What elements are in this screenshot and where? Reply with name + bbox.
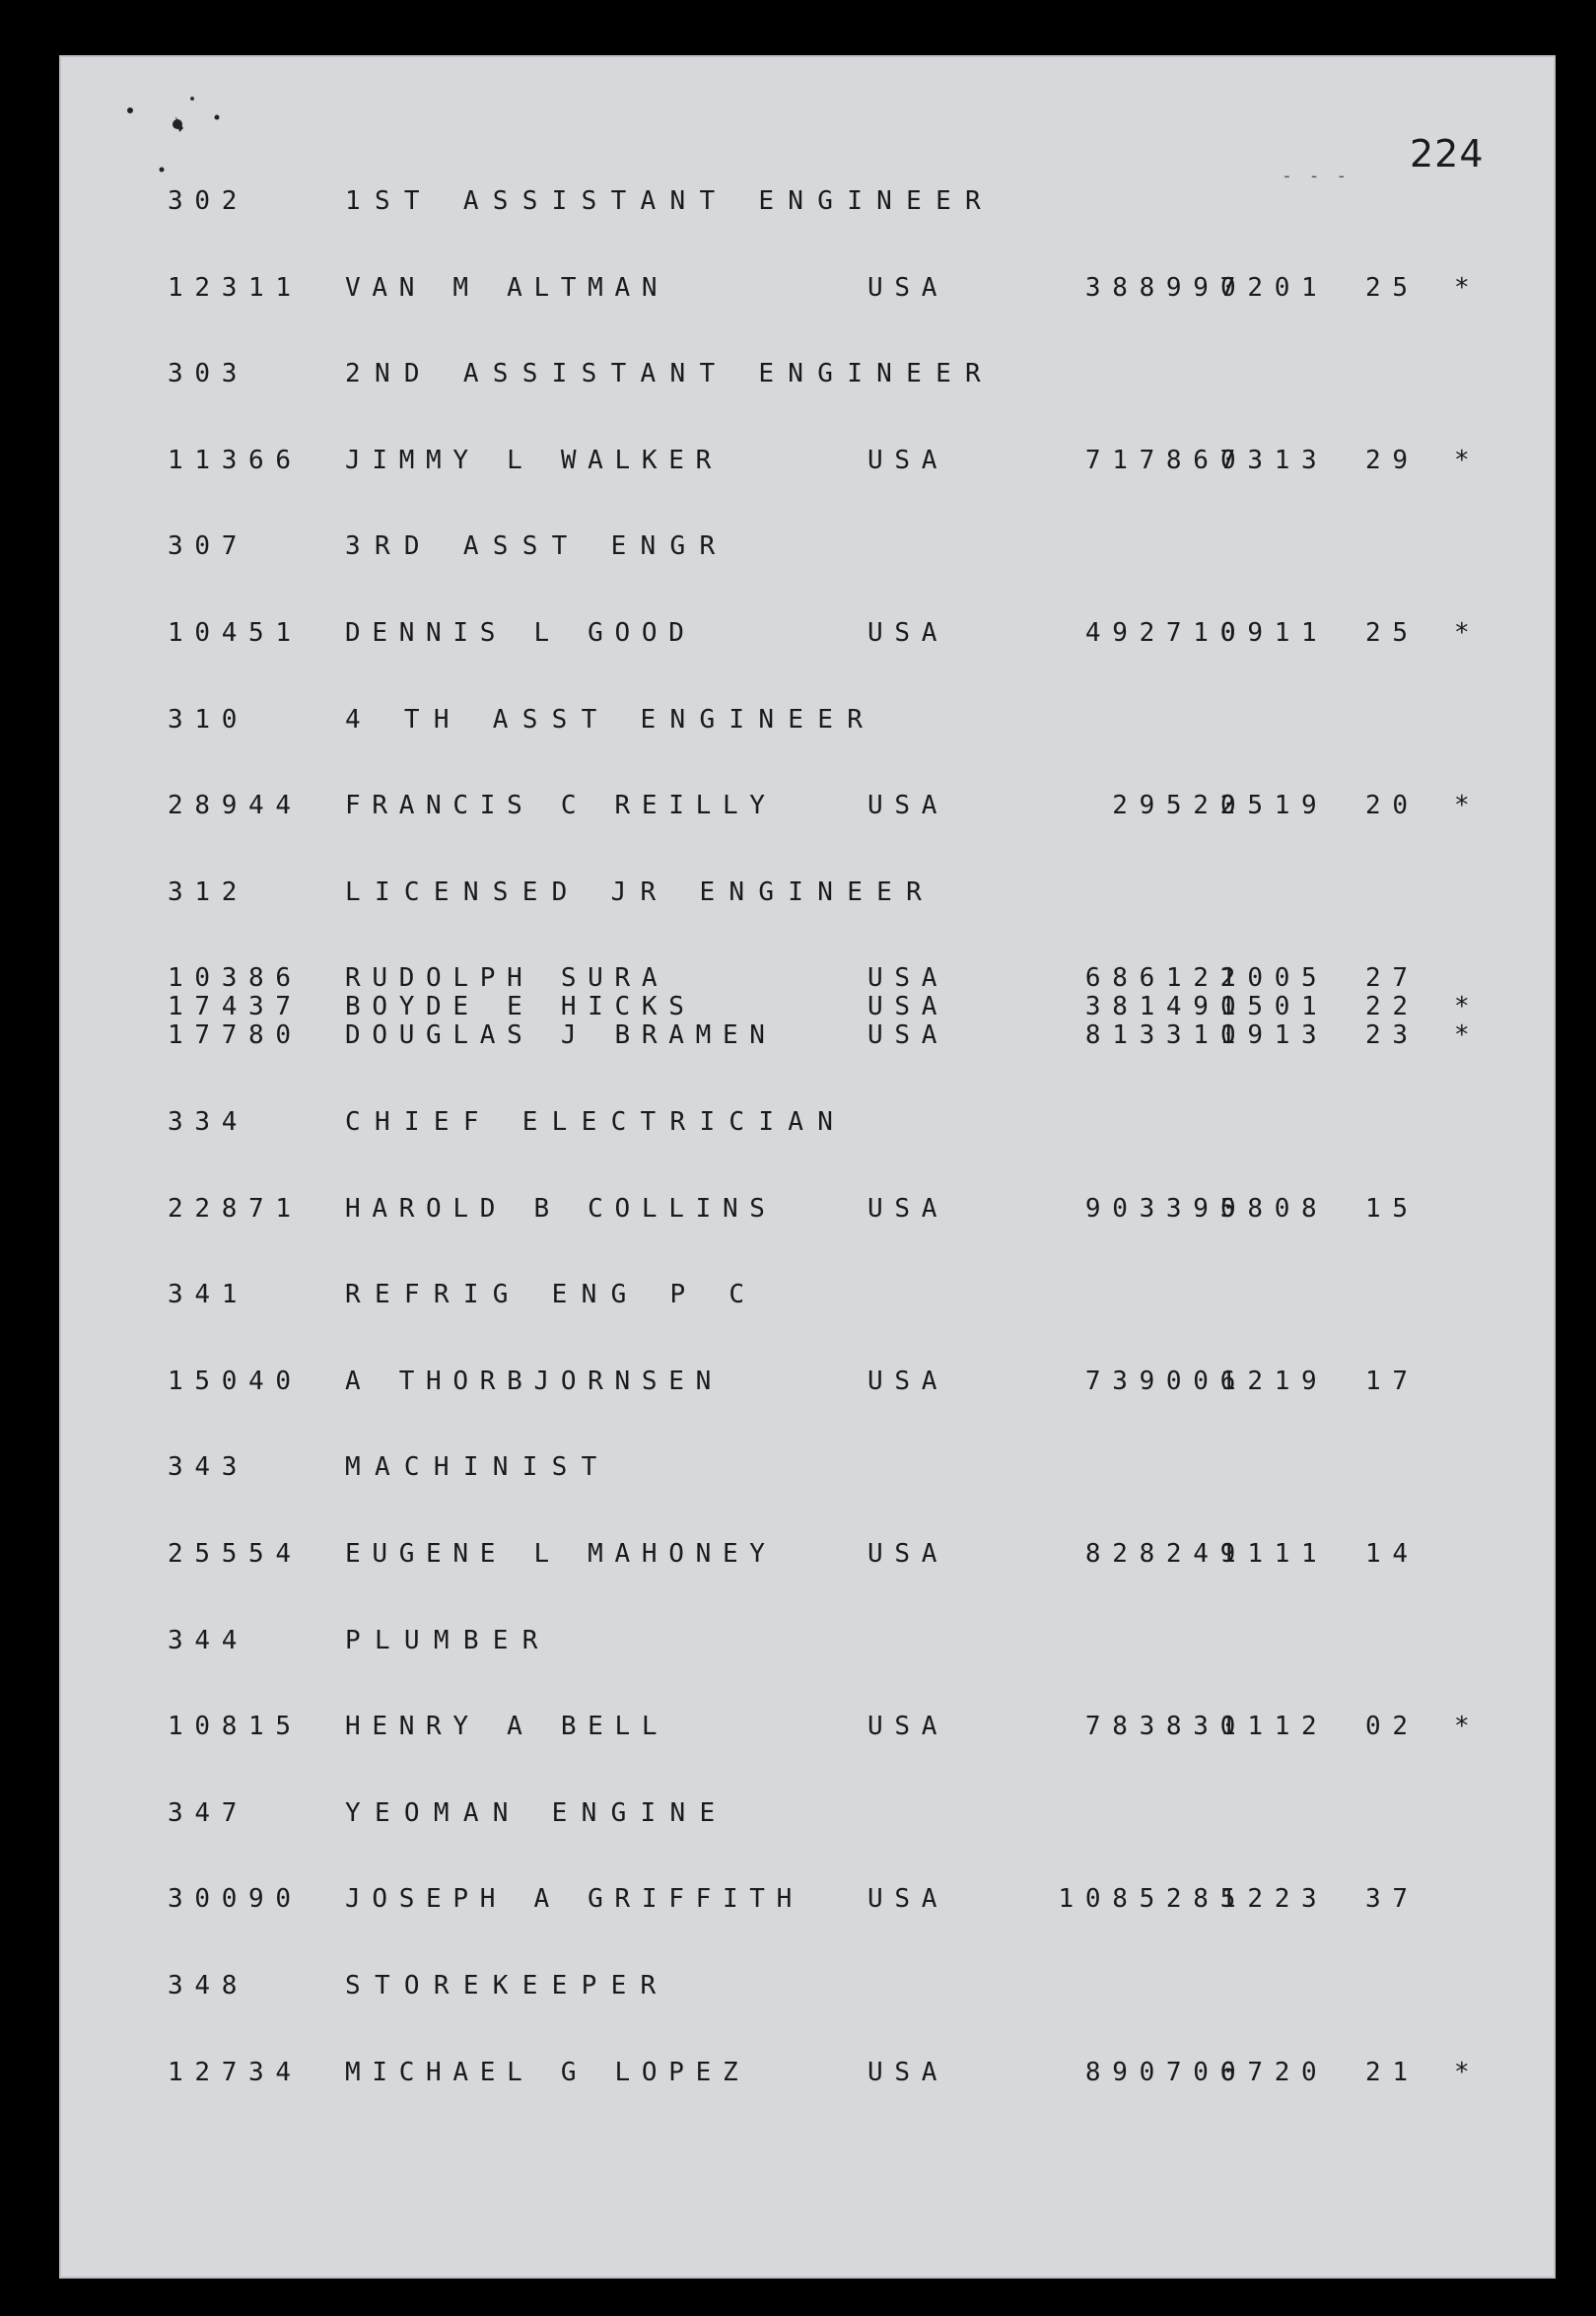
entry-name: A THORBJORNSEN [345, 1366, 723, 1396]
page-dash: - - - [1282, 166, 1351, 186]
entry-date: 1005 [1220, 963, 1329, 994]
entry-number: 813311 [1084, 1020, 1247, 1051]
entry-nationality: USA [867, 1884, 949, 1915]
entry-age: 27 [1365, 963, 1420, 994]
section-code: 341 [168, 1280, 249, 1310]
entry-name: FRANCIS C REILLY [345, 791, 777, 821]
entry-age: 17 [1365, 1366, 1420, 1396]
section-code: 307 [168, 531, 249, 562]
entry-mark: * [1454, 1020, 1482, 1051]
entry-age: 20 [1365, 791, 1420, 821]
entry-number: 828249 [1084, 1539, 1247, 1569]
section-title: 4 TH ASST ENGINEER [345, 704, 877, 735]
section-code: 334 [168, 1107, 249, 1137]
roster-row [59, 1368, 1556, 1395]
entry-date: 0911 [1220, 618, 1329, 648]
entry-number: 29522 [1112, 791, 1247, 821]
section-header [59, 1281, 1556, 1308]
section-code: 310 [168, 704, 249, 735]
roster-row [59, 1021, 1556, 1049]
entry-number: 890706 [1084, 2057, 1247, 2087]
roster-row [59, 1713, 1556, 1740]
section-title: MACHINIST [345, 1452, 611, 1483]
roster-row [59, 1885, 1556, 1913]
entry-id: 12311 [168, 272, 303, 303]
entry-id: 25554 [168, 1539, 303, 1569]
section-title: 1ST ASSISTANT ENGINEER [345, 186, 995, 216]
entry-date: 1223 [1220, 1884, 1329, 1915]
entry-nationality: USA [867, 1020, 949, 1051]
entry-age: 02 [1365, 1712, 1420, 1742]
entry-nationality: USA [867, 2057, 949, 2087]
entry-id: 15040 [168, 1366, 303, 1396]
section-code: 344 [168, 1625, 249, 1655]
entry-date: 1219 [1220, 1366, 1329, 1396]
entry-nationality: USA [867, 445, 949, 475]
entry-name: VAN M ALTMAN [345, 272, 669, 303]
entry-mark: * [1454, 445, 1482, 475]
entry-date: 1111 [1220, 1539, 1329, 1569]
section-header [59, 360, 1556, 387]
entry-age: 29 [1365, 445, 1420, 475]
entry-date: 0201 [1220, 272, 1329, 303]
roster-row [59, 993, 1556, 1020]
entry-nationality: USA [867, 791, 949, 821]
entry-nationality: USA [867, 1366, 949, 1396]
entry-name: JOSEPH A GRIFFITH [345, 1884, 804, 1915]
entry-number: 1085285 [1058, 1884, 1247, 1915]
section-code: 347 [168, 1797, 249, 1828]
entry-date: 0913 [1220, 1020, 1329, 1051]
section-title: STOREKEEPER [345, 1971, 670, 2000]
section-header [59, 1453, 1556, 1481]
entry-name: RUDOLPH SURA [345, 963, 669, 994]
section-header [59, 1627, 1556, 1654]
roster-row [59, 1195, 1556, 1223]
entry-id: 11366 [168, 445, 303, 475]
entry-name: BOYDE E HICKS [345, 992, 696, 1022]
entry-id: 28944 [168, 791, 303, 821]
entry-nationality: USA [867, 992, 949, 1022]
section-title: PLUMBER [345, 1625, 552, 1655]
entry-nationality: USA [867, 1193, 949, 1224]
roster-row [59, 2059, 1556, 2086]
entry-nationality: USA [867, 272, 949, 303]
entry-name: JIMMY L WALKER [345, 445, 723, 475]
entry-id: 30090 [168, 1884, 303, 1915]
entry-nationality: USA [867, 1712, 949, 1742]
entry-name: HENRY A BELL [345, 1712, 669, 1742]
section-header [59, 1108, 1556, 1136]
entry-age: 25 [1365, 618, 1420, 648]
entry-age: 25 [1365, 272, 1420, 303]
entry-mark: * [1454, 791, 1482, 821]
entry-number: 717867 [1084, 445, 1247, 475]
entry-id: 17437 [168, 992, 303, 1022]
section-code: 348 [168, 1971, 249, 2000]
entry-name: DOUGLAS J BRAMEN [345, 1020, 777, 1051]
section-code: 302 [168, 186, 249, 216]
entry-date: 1112 [1220, 1712, 1329, 1742]
section-header [59, 187, 1556, 215]
entry-age: 37 [1365, 1884, 1420, 1915]
document-page [59, 55, 1556, 2279]
entry-id: 10386 [168, 963, 303, 994]
roster-row [59, 1540, 1556, 1568]
section-header [59, 878, 1556, 906]
section-code: 343 [168, 1452, 249, 1483]
entry-number: 492710 [1084, 618, 1247, 648]
section-title: REFRIG ENG P C [345, 1280, 759, 1310]
entry-date: 0519 [1220, 791, 1329, 821]
entry-age: 21 [1365, 2057, 1420, 2087]
entry-number: 388997 [1084, 272, 1247, 303]
section-code: 312 [168, 877, 249, 907]
entry-id: 17780 [168, 1020, 303, 1051]
entry-age: 22 [1365, 992, 1420, 1022]
entry-id: 10815 [168, 1712, 303, 1742]
roster-row [59, 274, 1556, 302]
entry-nationality: USA [867, 618, 949, 648]
entry-name: DENNIS L GOOD [345, 618, 696, 648]
entry-number: 903395 [1084, 1193, 1247, 1224]
entry-name: HAROLD B COLLINS [345, 1193, 777, 1224]
entry-age: 23 [1365, 1020, 1420, 1051]
entry-number: 686122 [1084, 963, 1247, 994]
entry-date: 0808 [1220, 1193, 1329, 1224]
entry-name: MICHAEL G LOPEZ [345, 2057, 750, 2087]
entry-mark: * [1454, 992, 1482, 1022]
entry-id: 22871 [168, 1193, 303, 1224]
entry-id: 10451 [168, 618, 303, 648]
section-header [59, 532, 1556, 560]
section-code: 303 [168, 359, 249, 389]
section-header [59, 1972, 1556, 2000]
entry-number: 381491 [1084, 992, 1247, 1022]
section-title: CHIEF ELECTRICIAN [345, 1107, 848, 1137]
roster-row [59, 964, 1556, 992]
entry-mark: * [1454, 618, 1482, 648]
entry-mark: * [1454, 272, 1482, 303]
page-number: 224 [1410, 132, 1485, 175]
entry-id: 12734 [168, 2057, 303, 2087]
entry-age: 15 [1365, 1193, 1420, 1224]
section-title: YEOMAN ENGINE [345, 1797, 729, 1828]
section-title: 3RD ASST ENGR [345, 531, 729, 562]
entry-date: 0501 [1220, 992, 1329, 1022]
section-header [59, 1799, 1556, 1827]
section-header [59, 706, 1556, 734]
entry-age: 14 [1365, 1539, 1420, 1569]
entry-mark: * [1454, 2057, 1482, 2087]
entry-number: 783830 [1084, 1712, 1247, 1742]
roster-row [59, 792, 1556, 819]
roster-row [59, 619, 1556, 647]
section-title: LICENSED JR ENGINEER [345, 877, 937, 907]
entry-date: 0720 [1220, 2057, 1329, 2087]
entry-nationality: USA [867, 963, 949, 994]
entry-date: 0313 [1220, 445, 1329, 475]
entry-nationality: USA [867, 1539, 949, 1569]
entry-mark: * [1454, 1712, 1482, 1742]
entry-name: EUGENE L MAHONEY [345, 1539, 777, 1569]
section-title: 2ND ASSISTANT ENGINEER [345, 359, 995, 389]
entry-number: 739006 [1084, 1366, 1247, 1396]
roster-row [59, 447, 1556, 474]
